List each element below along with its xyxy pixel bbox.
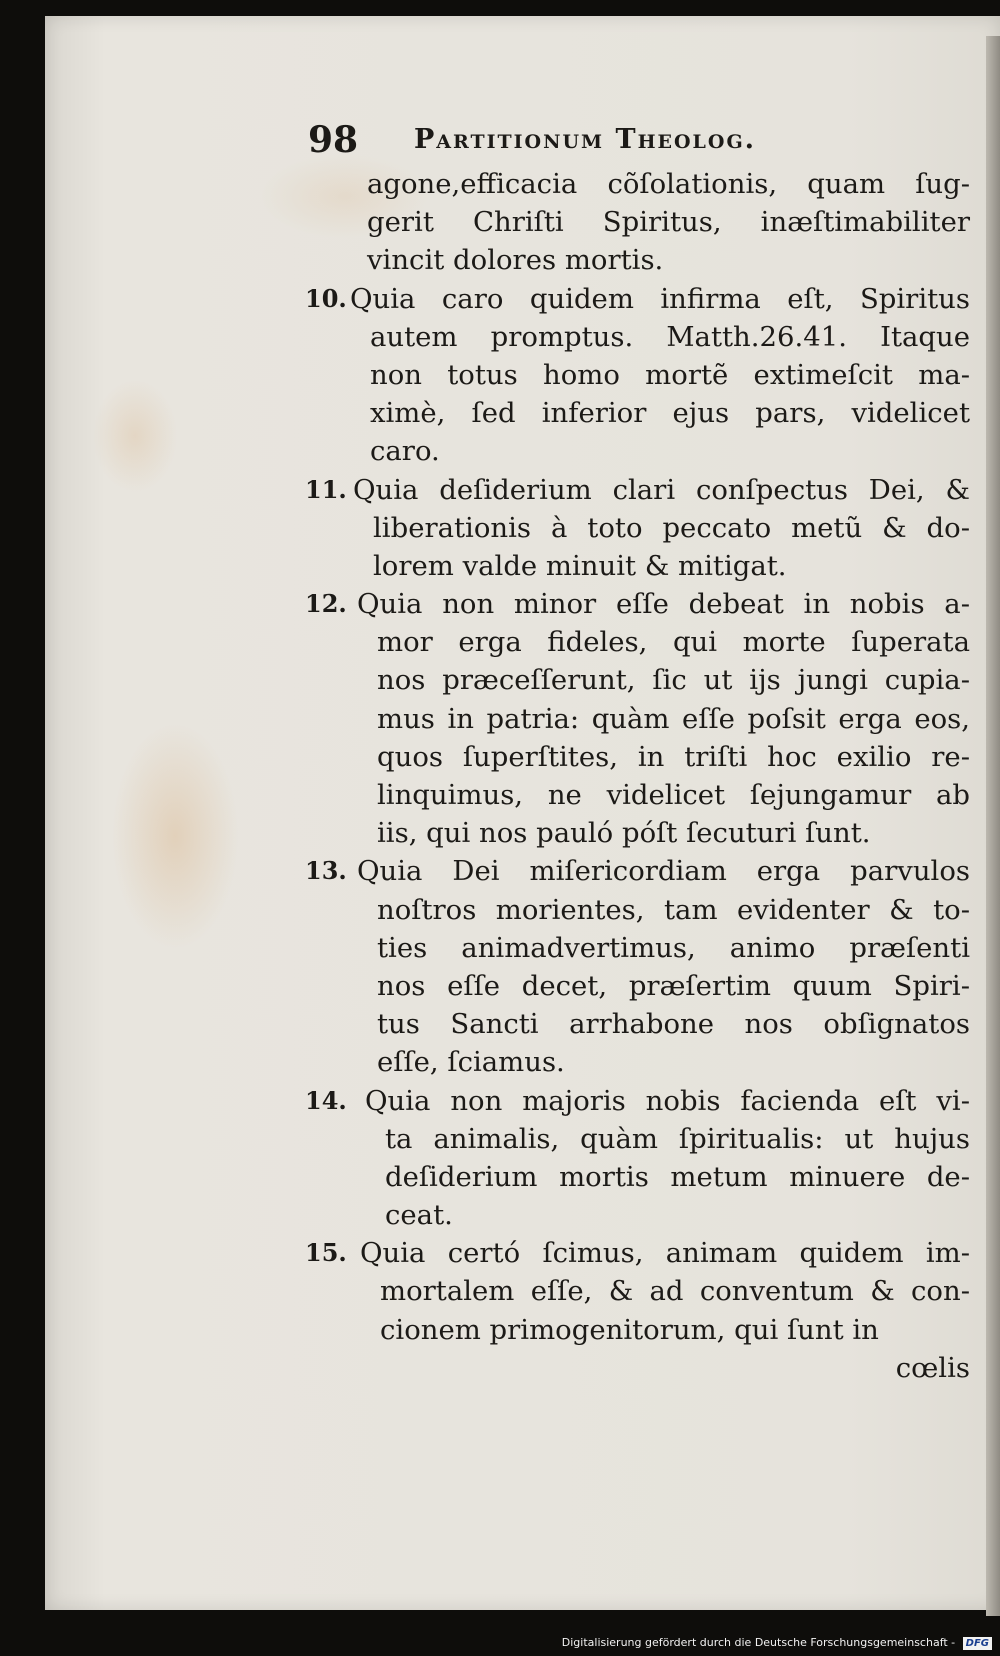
text-line: ties animadvertimus, animo præſenti	[377, 931, 970, 964]
paragraph-number: 10.	[305, 283, 347, 313]
text-line: ceat.	[385, 1199, 453, 1232]
paragraph-item	[305, 585, 970, 852]
text-line: mor erga fideles, qui morte ſuperata	[377, 626, 970, 659]
text-line: noſtros morientes, tam evidenter & to-	[377, 893, 970, 926]
main-text	[305, 165, 970, 1387]
running-title: Partitionum Theolog.	[414, 124, 757, 155]
text-line: non totus homo mortẽ extimeſcit ma-	[370, 358, 970, 391]
text-line: Quia non majoris nobis facienda eſt vi-	[365, 1084, 970, 1117]
page-number: 98	[308, 119, 359, 161]
text-line: cionem primogenitorum, qui ſunt in	[380, 1313, 879, 1346]
credit-text: Digitalisierung gefördert durch die Deutsche Forschungsgemeinschaft -	[561, 1636, 956, 1649]
text-line: caro.	[370, 435, 440, 468]
text-line: ximè, ſed inferior ejus pars, videlicet	[370, 397, 970, 430]
text-line: liberationis à toto peccato metũ & do-	[373, 511, 970, 544]
paragraph-item	[305, 280, 970, 471]
paragraph-item	[305, 852, 970, 1081]
text-line: mortalem eſſe, & ad conventum & con-	[380, 1275, 970, 1308]
paragraph-item	[305, 471, 970, 586]
paragraph-number: 11.	[305, 474, 347, 504]
text-line: eſſe, ſciamus.	[377, 1046, 565, 1079]
catchword: cœlis	[895, 1351, 970, 1384]
paragraph-number: 14.	[305, 1085, 347, 1115]
text-line: nos eſſe decet, præſertim quum Spiri-	[377, 969, 970, 1002]
text-line: Quia Dei miſericordiam erga parvulos	[357, 855, 970, 888]
page-edge	[986, 36, 1000, 1616]
text-line: autem promptus. Matth.26.41. Itaque	[370, 320, 970, 353]
dfg-logo: DFG	[963, 1637, 992, 1650]
paragraph-item	[305, 1234, 970, 1349]
text-line: mus in patria: quàm eſſe poſsit erga eos,	[377, 702, 970, 735]
paragraph-number: 12.	[305, 589, 347, 619]
paragraph-item	[305, 165, 970, 280]
text-line: vincit dolores mortis.	[367, 244, 664, 277]
text-line: nos præceſſerunt, ſic ut ijs jungi cupia-	[377, 664, 970, 697]
text-line: agone,efficacia cõſolationis, quam ſug-	[367, 168, 970, 200]
text-line: Quia certó ſcimus, animam quidem im-	[360, 1237, 970, 1270]
text-line: Quia caro quidem infirma eſt, Spiritus	[350, 282, 970, 315]
digitization-credit	[562, 1634, 992, 1652]
text-line: ta animalis, quàm ſpiritualis: ut hujus	[385, 1122, 970, 1155]
text-line: gerit Chriſti Spiritus, inæſtimabiliter	[367, 206, 970, 239]
text-line: deſiderium mortis metum minuere de-	[385, 1160, 970, 1193]
text-line: lorem valde minuit & mitigat.	[373, 549, 787, 582]
text-line: quos ſuperſtites, in triſti hoc exilio re-	[377, 740, 970, 773]
paragraph-number: 13.	[305, 856, 347, 886]
text-line: linquimus, ne videlicet ſejungamur ab	[377, 779, 970, 811]
paragraph-item	[305, 1082, 970, 1235]
page-header	[308, 118, 908, 162]
paragraph-number: 15.	[305, 1238, 347, 1268]
text-line: iis, qui nos pauló póſt ſecuturi ſunt.	[377, 817, 871, 850]
text-line: Quia non minor eſſe debeat in nobis a-	[357, 588, 970, 621]
text-line: Quia deſiderium clari conſpectus Dei, &	[353, 473, 970, 506]
text-line: tus Sancti arrhabone nos obſignatos	[377, 1008, 970, 1041]
